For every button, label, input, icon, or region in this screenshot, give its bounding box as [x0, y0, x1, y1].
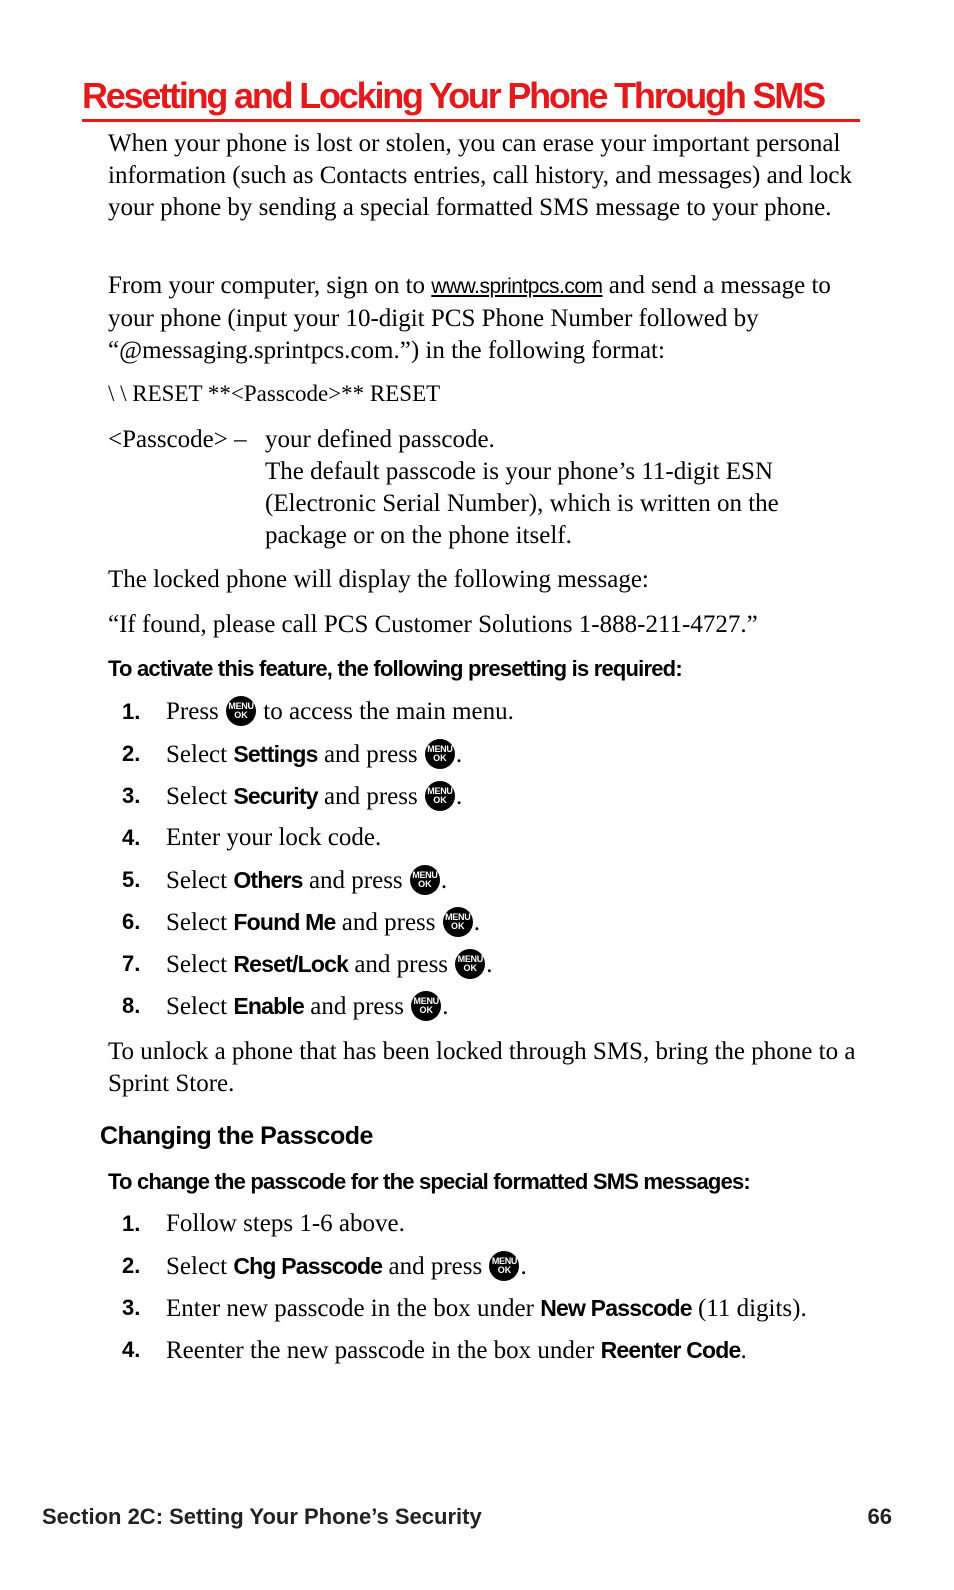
- list-item: 4. Enter your lock code.: [108, 821, 868, 855]
- page-title: Resetting and Locking Your Phone Through SMS: [82, 73, 860, 122]
- passcode-term: <Passcode> –: [108, 426, 247, 453]
- locked-message: “If found, please call PCS Customer Solutions 1-888-211-4727.”: [108, 611, 758, 638]
- menu-keyword: Others: [233, 867, 303, 893]
- step-number: 8.: [122, 993, 141, 1018]
- step-number: 2.: [122, 741, 141, 766]
- menu-ok-key-icon: MENU OK: [489, 1251, 519, 1281]
- sprintpcs-link[interactable]: www.sprintpcs.com: [431, 275, 603, 298]
- step-number: 1.: [122, 1211, 141, 1236]
- menu-keyword: Reenter Code: [600, 1337, 741, 1363]
- menu-ok-key-icon: MENU OK: [425, 781, 455, 811]
- menu-ok-key-icon: MENU OK: [410, 865, 440, 895]
- list-item: 3. Select Security and press MENU OK .: [108, 779, 868, 813]
- menu-ok-key-icon: MENU OK: [226, 696, 256, 726]
- footer-section-title: Section 2C: Setting Your Phone’s Security: [42, 1504, 482, 1529]
- list-item: 8. Select Enable and press MENU OK .: [108, 989, 868, 1023]
- list-item: 7. Select Reset/Lock and press MENU OK .: [108, 947, 868, 981]
- intro-paragraph: When your phone is lost or stolen, you can erase your important personal information (such as Contacts entries, call history, and messages) and lock your phone by sending a special formatted SMS message to your phone.: [108, 130, 853, 221]
- list-item: 2. Select Settings and press MENU OK .: [108, 737, 868, 771]
- passcode-desc-line: The default passcode is your phone’s 11-digit ESN: [265, 458, 774, 485]
- step-number: 5.: [122, 867, 141, 892]
- menu-keyword: Enable: [233, 993, 304, 1019]
- list-item: 1. Press MENU OK to access the main menu.: [108, 695, 868, 729]
- passcode-desc-line: your defined passcode.: [265, 426, 495, 453]
- list-item: 1. Follow steps 1-6 above.: [108, 1207, 868, 1241]
- menu-ok-key-icon: MENU OK: [411, 991, 441, 1021]
- menu-ok-key-icon: MENU OK: [425, 739, 455, 769]
- list-item: 4. Reenter the new passcode in the box under Reenter Code.: [108, 1333, 868, 1367]
- step-number: 1.: [122, 699, 141, 724]
- passcode-desc-line: (Electronic Serial Number), which is written on the: [265, 490, 779, 517]
- step-number: 3.: [122, 783, 141, 808]
- unlock-paragraph: To unlock a phone that has been locked through SMS, bring the phone to a Sprint Store.: [108, 1038, 856, 1097]
- step-number: 4.: [122, 825, 141, 850]
- activate-lead: To activate this feature, the following presetting is required:: [108, 656, 682, 681]
- locked-message-intro: The locked phone will display the following message:: [108, 566, 649, 593]
- step-number: 6.: [122, 909, 141, 934]
- menu-keyword: New Passcode: [540, 1295, 692, 1321]
- menu-ok-key-icon: MENU OK: [443, 907, 473, 937]
- menu-keyword: Chg Passcode: [233, 1253, 383, 1279]
- list-item: 2. Select Chg Passcode and press MENU OK .: [108, 1249, 868, 1283]
- passcode-definition: [108, 424, 856, 552]
- step-number: 7.: [122, 951, 141, 976]
- page-number: 66: [867, 1504, 892, 1529]
- step-number: 3.: [122, 1295, 141, 1320]
- menu-ok-key-icon: MENU OK: [455, 949, 485, 979]
- section-subheading: Changing the Passcode: [100, 1122, 373, 1150]
- page-footer: [42, 1504, 892, 1534]
- menu-keyword: Settings: [233, 741, 318, 767]
- step-number: 4.: [122, 1337, 141, 1362]
- signon-paragraph: [108, 270, 856, 367]
- signon-text-before: From your computer, sign on to: [108, 272, 432, 299]
- list-item: 5. Select Others and press MENU OK .: [108, 863, 868, 897]
- format-line: \ \ RESET **<Passcode>** RESET: [108, 381, 441, 406]
- passcode-desc-line: package or on the phone itself.: [265, 522, 572, 549]
- menu-keyword: Security: [233, 783, 318, 809]
- menu-keyword: Found Me: [233, 909, 336, 935]
- change-lead: To change the passcode for the special formatted SMS messages:: [108, 1169, 750, 1194]
- list-item: 6. Select Found Me and press MENU OK .: [108, 905, 868, 939]
- list-item: 3. Enter new passcode in the box under New Passcode (11 digits).: [108, 1291, 868, 1325]
- menu-keyword: Reset/Lock: [233, 951, 349, 977]
- step-number: 2.: [122, 1253, 141, 1278]
- signon-text-after: and send a message to your phone (input your 10-digit PCS Phone Number followed by “@messaging.sprintpcs.com.”) in the following format:: [108, 272, 831, 364]
